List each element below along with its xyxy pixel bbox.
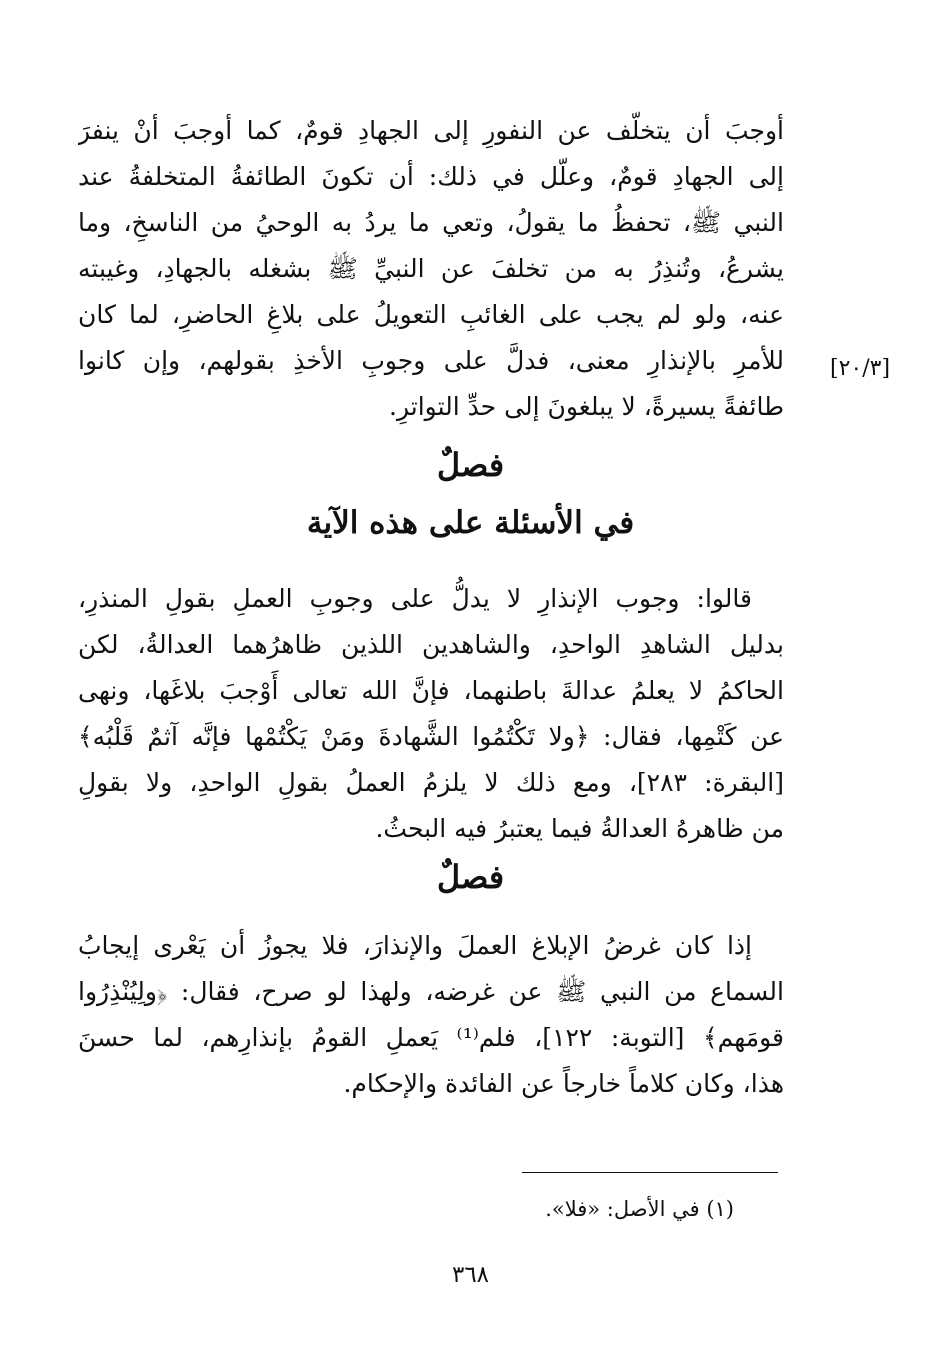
text-line: يشرعُ، وتُنذِرُ به من تخلفَ عن النبيِّ ﷺ بشغله بالجهادِ، وغيبته xyxy=(78,254,784,283)
section-subheading: في الأسئلة على هذه الآية xyxy=(306,505,635,541)
text-line: من ظاهرهُ العدالةُ فيما يعتبرُ فيه البحثُ. xyxy=(375,814,784,843)
footnote-divider xyxy=(522,1172,778,1173)
text-line: إلى الجهادِ قومٌ، وعلّل في ذلك: أن تكونَ الطائفةُ المتخلفةُ عند xyxy=(78,162,784,191)
page-number: ٣٦٨ xyxy=(451,1262,490,1288)
text-line: النبي ﷺ، تحفظُ ما يقولُ، وتعي ما يردُ به الوحيُ من الناسخِ، وما xyxy=(78,208,784,237)
text-line: السماع من النبي ﷺ عن غرضه، ولهذا لو صرح، فقال: ﴿ولِيُنْذِرُوا xyxy=(78,977,784,1006)
footnote: (١) في الأصل: «فلا». xyxy=(545,1197,734,1221)
text-line: إذا كان غرضُ الإبلاغ العملَ والإنذارَ، فلا يجوزُ أن يَعْرى إيجابُ xyxy=(78,931,752,960)
text-line: للأمرِ بالإنذارِ معنى، فدلَّ على وجوبِ الأخذِ بقولهم، وإن كانوا xyxy=(78,346,784,375)
paragraph-1 xyxy=(78,108,784,430)
text-line: هذا، وكان كلاماً خارجاً عن الفائدة والإحكام. xyxy=(343,1069,784,1098)
text-line: بدليل الشاهدِ الواحدِ، والشاهدين اللذين ظاهرُهما العدالةُ، لكن xyxy=(78,630,784,659)
text-line: أوجبَ أن يتخلّف عن النفورِ إلى الجهادِ قومٌ، كما أوجبَ أنْ ينفرَ xyxy=(78,116,784,145)
text-line: قالوا: وجوب الإنذارِ لا يدلُّ على وجوبِ العملِ بقولِ المنذرِ، xyxy=(78,584,752,613)
text-line: قومَهم﴾ [التوبة: ١٢٢]، فلم⁽¹⁾ يَعملِ القومُ بإنذارِهم، لما حسنَ xyxy=(78,1023,784,1052)
margin-reference: [٢٠/٣] xyxy=(830,356,891,381)
text-line: عنه، ولو لم يجب على الغائبِ التعويلُ على بلاغِ الحاضرِ، لما كان xyxy=(78,300,784,329)
text-line: الحاكمُ لا يعلمُ عدالةَ باطنهما، فإنَّ الله تعالى أَوْجبَ بلاغَها، ونهى xyxy=(78,676,784,705)
section-heading: فصلٌ xyxy=(436,858,505,896)
text-line: عن كَتْمِها، فقال: ﴿ولا تَكْتُمُوا الشَّهادةَ ومَنْ يَكْتُمْها فإنَّه آثمٌ قَلْبُه﴾ xyxy=(78,722,784,751)
paragraph-3 xyxy=(78,923,784,1107)
section-heading: فصلٌ xyxy=(436,446,505,484)
paragraph-2 xyxy=(78,576,784,852)
text-line: [البقرة: ٢٨٣]، ومع ذلك لا يلزمُ العملُ بقولِ الواحدِ، ولا بقولِ xyxy=(78,768,784,797)
text-line: طائفةً يسيرةً، لا يبلغونَ إلى حدِّ التواترِ. xyxy=(389,392,784,421)
